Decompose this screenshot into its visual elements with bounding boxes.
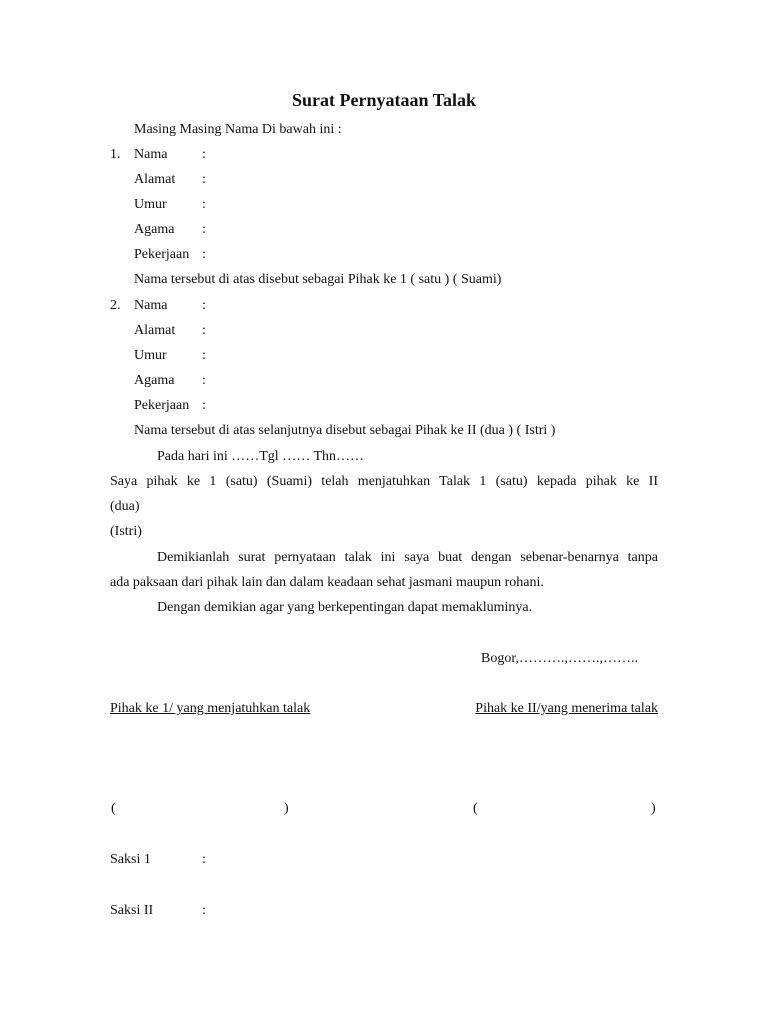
- statement-line-3: (Istri): [110, 524, 142, 539]
- field-colon: :: [202, 373, 206, 388]
- signature-right-close-paren: ): [651, 801, 656, 816]
- field-colon: :: [202, 348, 206, 363]
- field-colon: :: [202, 398, 206, 413]
- field-colon: :: [202, 298, 206, 313]
- witness-2-label: Saksi II: [110, 903, 154, 918]
- closing-paragraph-line-1: Demikianlah surat pernyataan talak ini saya buat dengan sebenar-benarnya tanpa: [157, 550, 658, 565]
- field-colon: :: [202, 247, 206, 262]
- field-colon: :: [202, 197, 206, 212]
- field-colon: :: [202, 903, 206, 918]
- signature-left-label: Pihak ke 1/ yang menjatuhkan talak: [110, 701, 311, 716]
- field-colon: :: [202, 172, 206, 187]
- field-colon: :: [202, 147, 206, 162]
- signature-left-open-paren: (: [111, 801, 116, 816]
- party1-note: Nama tersebut di atas disebut sebagai Pihak ke 1 ( satu ) ( Suami): [134, 272, 502, 287]
- witness-1-label: Saksi 1: [110, 852, 151, 867]
- closing-paragraph-line-2: ada paksaan dari pihak lain dan dalam keadaan sehat jasmani maupun rohani.: [110, 575, 544, 590]
- party1-field-label: Alamat: [134, 172, 176, 187]
- party1-field-label: Nama: [134, 147, 168, 162]
- signature-right-open-paren: (: [473, 801, 478, 816]
- signature-left-close-paren: ): [284, 801, 289, 816]
- party1-field-label: Agama: [134, 222, 175, 237]
- party2-number: 2.: [110, 298, 121, 313]
- date-line: Pada hari ini ……Tgl …… Thn……: [157, 449, 364, 464]
- party2-field-label: Agama: [134, 373, 175, 388]
- closing-paragraph-2: Dengan demikian agar yang berkepentingan dapat memakluminya.: [157, 600, 533, 615]
- place-date: Bogor,……….,…….,……..: [481, 651, 638, 666]
- field-colon: :: [202, 323, 206, 338]
- party2-field-label: Nama: [134, 298, 168, 313]
- signature-right-label: Pihak ke II/yang menerima talak: [475, 701, 658, 716]
- party2-field-label: Alamat: [134, 323, 176, 338]
- document-title: Surat Pernyataan Talak: [291, 90, 477, 110]
- party2-note: Nama tersebut di atas selanjutnya disebut sebagai Pihak ke II (dua ) ( Istri ): [134, 423, 556, 438]
- party1-number: 1.: [110, 147, 121, 162]
- field-colon: :: [202, 222, 206, 237]
- party1-field-label: Umur: [134, 197, 167, 212]
- party2-field-label: Umur: [134, 348, 167, 363]
- statement-line-2: (dua): [110, 499, 140, 514]
- party1-field-label: Pekerjaan: [134, 247, 190, 262]
- statement-line-1: Saya pihak ke 1 (satu) (Suami) telah menjatuhkan Talak 1 (satu) kepada pihak ke II: [110, 474, 658, 489]
- intro-text: Masing Masing Nama Di bawah ini :: [134, 122, 342, 137]
- field-colon: :: [202, 852, 206, 867]
- party2-field-label: Pekerjaan: [134, 398, 190, 413]
